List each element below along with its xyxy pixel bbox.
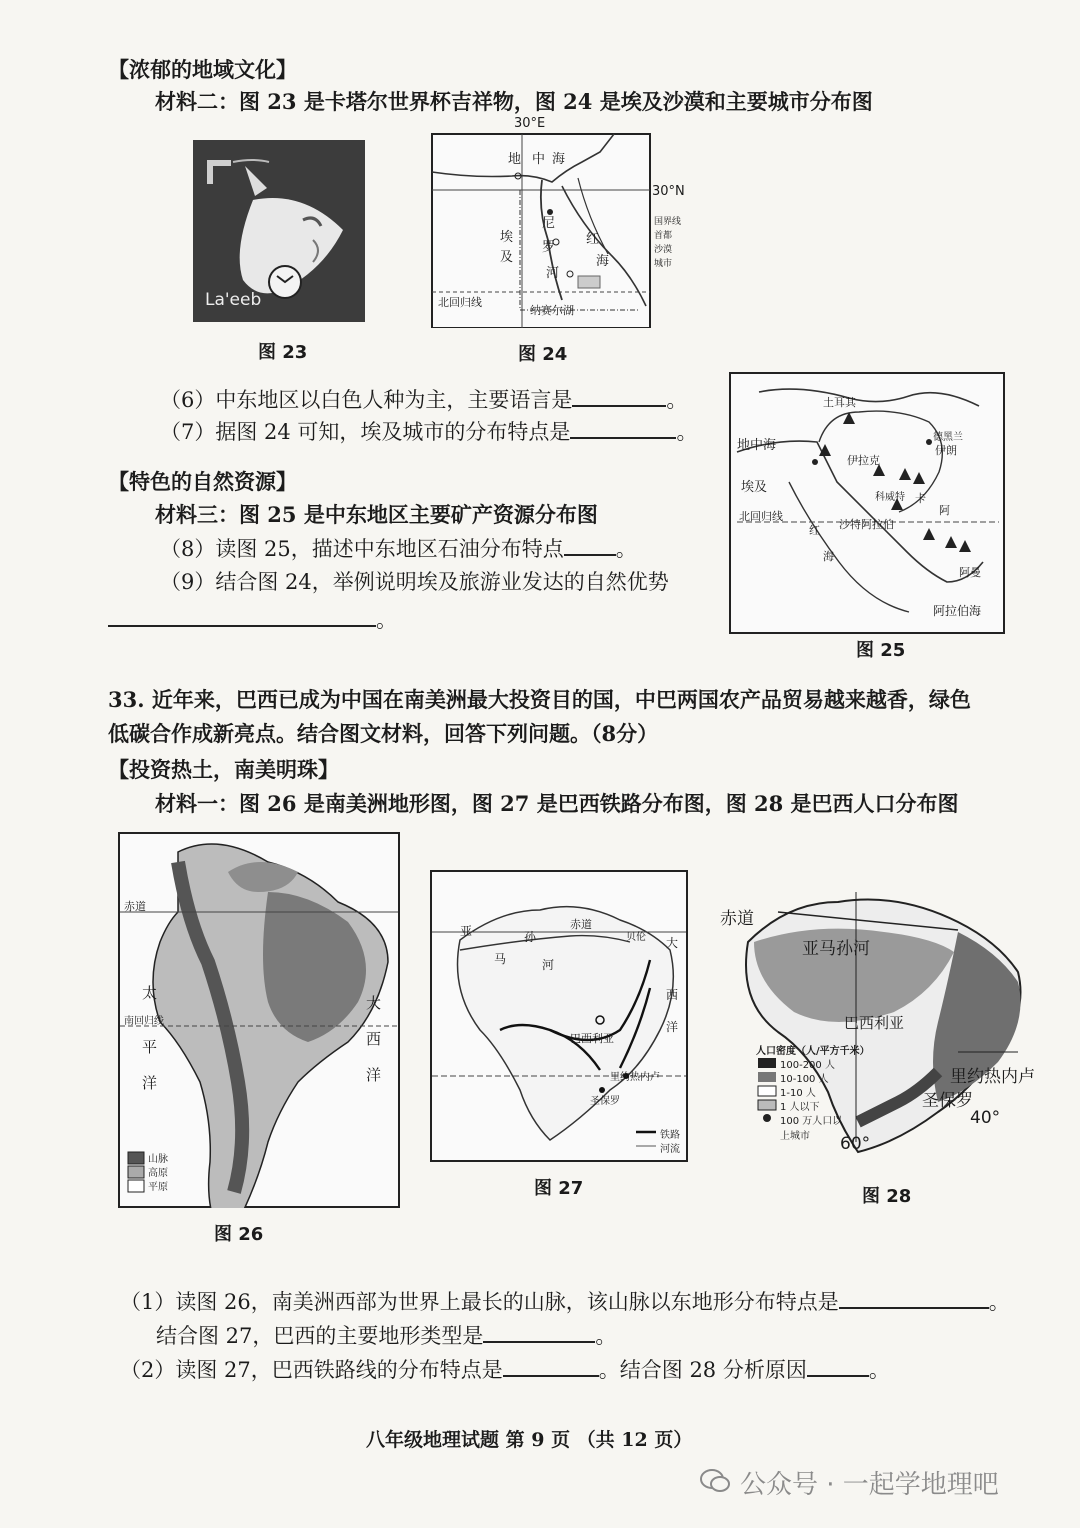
legend-plateau: 高原 [148,1168,168,1179]
question-33-line2: 低碳合作成新亮点。结合图文材料，回答下列问题。（8分） [108,721,659,746]
legend-below-1: 1 人以下 [780,1102,820,1113]
question-6: （6）中东地区以白色人种为主，主要语言是 。 [160,388,688,412]
answer-blank-1b[interactable] [483,1323,595,1343]
label-xi: 西 [366,1030,382,1048]
figure-25-middle-east-map [729,372,1005,634]
question-7: （7）据图 24 可知，埃及城市的分布特点是 。 [160,420,698,444]
material-one: 材料一：图 26 是南美洲地形图，图 27 是巴西铁路分布图，图 28 是巴西人口分布图 [155,791,959,816]
label-sao-paulo: 圣保罗 [590,1096,620,1107]
label-yang2: 洋 [366,1066,382,1084]
watermark-text: 公众号 · 一起学地理吧 [740,1470,999,1500]
label-red: 红 [809,524,820,537]
map-label: 尼 [542,216,556,231]
legend-10-100: 10-100 人 [780,1074,829,1085]
label-equator: 赤道 [720,909,754,929]
legend-river: 河流 [660,1144,680,1155]
answer-blank-9[interactable] [108,607,376,627]
legend-big-city: 100 万人口以上城市 [780,1116,843,1142]
label-ma: 马 [494,952,507,966]
label-sun: 孙 [524,930,537,944]
label-brasilia: 巴西利亚 [570,1032,614,1045]
lon-30e-label: 30°E [514,116,546,131]
map-label: 红 [586,232,600,247]
map-label: 海 [552,152,566,167]
label-mediterranean: 地中海 [737,438,777,453]
lake-label: 纳赛尔湖 [530,304,574,317]
label-turkey: 土耳其 [823,396,856,409]
answer-blank-2b[interactable] [807,1357,869,1377]
map-label: 海 [596,254,610,269]
label-amazon: 亚马孙河 [802,939,870,959]
label-belem: 贝伦 [626,932,646,943]
label-uae: 阿 [939,504,950,517]
figure-27-caption: 图 27 [534,1178,584,1199]
label-brasilia: 巴西利亚 [844,1014,905,1032]
label-egypt: 埃及 [741,480,768,495]
legend-title: 人口密度（人/平方千米） [756,1046,870,1057]
label-iraq: 伊拉克 [847,454,880,467]
figure-24-caption: 图 24 [518,344,568,365]
label-ping: 平 [142,1038,158,1056]
figure-23-caption: 图 23 [258,342,308,363]
figure-24-egypt-map [430,116,685,328]
legend-desert: 沙漠 [654,245,673,255]
label-40deg: 40° [970,1108,1001,1128]
section-header-resources: 【特色的自然资源】 [108,469,297,494]
label-iran: 伊朗 [935,444,957,457]
figure-26-caption: 图 26 [214,1224,264,1245]
label-tai: 太 [142,984,158,1002]
label-tropic: 南回归线 [124,1016,164,1027]
figure-26-south-america-terrain [118,832,400,1208]
map-label: 地 [508,152,522,167]
question-2: （2）读图 27，巴西铁路线的分布特点是 。结合图 28 分析原因 。 [120,1358,890,1382]
figure-25-caption: 图 25 [856,640,906,661]
legend-capital: 首都 [654,231,673,241]
label-arabian-sea: 阿拉伯海 [933,604,982,618]
label-tropic: 北回归线 [739,510,783,523]
legend-plain: 平原 [148,1182,168,1193]
tropic-label: 北回归线 [438,296,482,309]
map-label: 罗 [542,240,556,255]
label-tehran: 德黑兰 [933,432,963,443]
wechat-icon [700,1466,730,1496]
legend-city: 城市 [654,259,673,269]
figure-23-mascot [193,140,365,322]
answer-blank-2a[interactable] [503,1357,599,1377]
label-sea: 海 [823,550,834,563]
mascot-name: La'eeb [205,290,262,310]
label-rio: 里约热内卢 [950,1067,1035,1087]
middle-east-map-svg [729,372,1005,634]
legend-border: 国界线 [654,217,682,227]
page-footer: 八年级地理试题 第 9 页 （共 12 页） [366,1429,693,1451]
map-label: 中 [532,152,546,167]
label-he: 河 [542,958,555,972]
label-yang: 洋 [142,1074,158,1092]
label-rio: 里约热内卢 [610,1072,660,1083]
question-1: （1）读图 26，南美洲西部为世界上最长的山脉，该山脉以东地形分布特点是 。 [120,1290,1010,1314]
question-9-answer: 。 [108,606,397,634]
lat-30n-label: 30°N [652,184,685,199]
map-label: 埃 [500,230,514,245]
label-oman: 阿曼 [959,566,981,579]
label-da: 大 [666,936,679,950]
label-yang: 洋 [666,1020,679,1034]
material-two: 材料二：图 23 是卡塔尔世界杯吉祥物，图 24 是埃及沙漠和主要城市分布图 [155,89,873,114]
map-label: 河 [546,266,560,281]
question-8: （8）读图 25，描述中东地区石油分布特点 。 [160,537,637,561]
figure-28-brazil-population [718,872,1048,1162]
label-ya: 亚 [460,924,473,938]
question-9: （9）结合图 24，举例说明埃及旅游业发达的自然优势 [160,570,669,594]
label-60deg: 60° [840,1134,871,1154]
answer-blank-7[interactable] [570,419,676,439]
answer-blank-8[interactable] [564,536,616,556]
section-header-culture: 【浓郁的地域文化】 [108,57,297,82]
question-33-line1: 33. 近年来，巴西已成为中国在南美洲最大投资目的国，中巴两国农产品贸易越来越香，绿色 [108,687,971,712]
label-sao-paulo: 圣保罗 [922,1091,973,1111]
label-equator: 赤道 [570,918,592,931]
legend-mountain: 山脉 [148,1154,168,1165]
answer-blank-6[interactable] [572,387,666,407]
label-xi: 西 [666,988,679,1002]
label-equator: 赤道 [124,900,146,913]
legend-100-200: 100-200 人 [780,1060,835,1071]
legend-1-10: 1-10 人 [780,1088,816,1099]
answer-blank-1a[interactable] [839,1289,989,1309]
legend-railway: 铁路 [660,1130,680,1141]
figure-28-caption: 图 28 [862,1186,912,1207]
label-kuwait: 科威特 [875,492,905,503]
map-label: 及 [500,250,514,265]
figure-27-brazil-railway [430,870,688,1162]
material-three: 材料三：图 25 是中东地区主要矿产资源分布图 [155,502,598,527]
section-header-brazil: 【投资热土，南美明珠】 [108,757,339,782]
label-qatar: 卡 [915,492,926,505]
brazil-railway-svg [430,870,688,1162]
label-saudi: 沙特阿拉伯 [839,518,894,531]
label-da: 大 [366,994,382,1012]
question-1-line2: 结合图 27，巴西的主要地形类型是 。 [156,1324,617,1348]
